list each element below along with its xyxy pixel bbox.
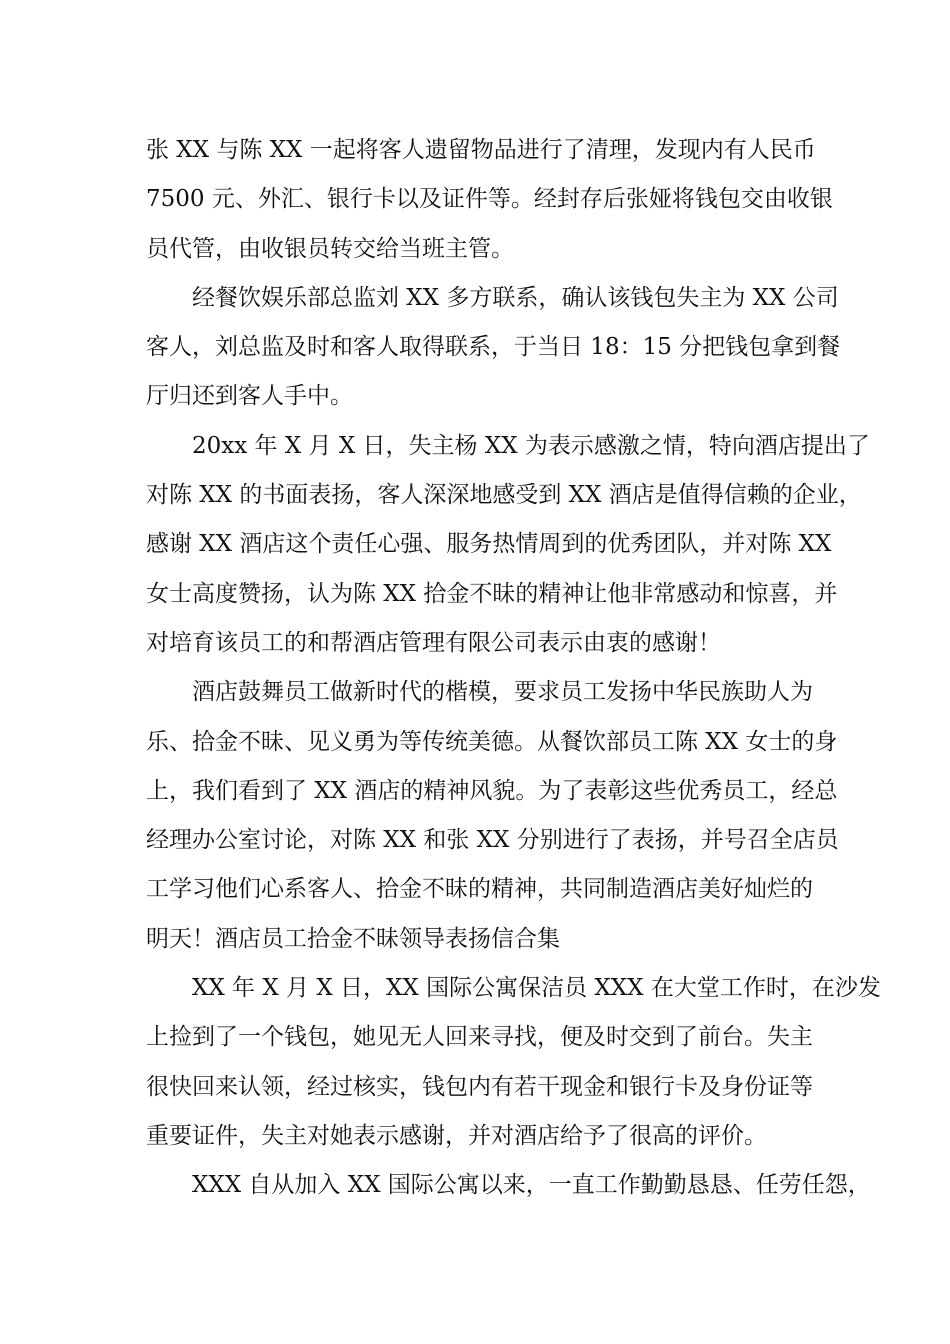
text-line: 上捡到了一个钱包，她见无人回来寻找，便及时交到了前台。失主 [146,1024,813,1051]
paragraph-first-line: 酒店鼓舞员工做新时代的楷模，要求员工发扬中华民族助人为 [192,679,813,706]
text-line: 经理办公室讨论，对陈 XX 和张 XX 分别进行了表扬，并号召全店员 [146,827,839,854]
text-line: 对培育该员工的和帮酒店管理有限公司表示由衷的感谢！ [146,629,721,656]
text-line: 张 XX 与陈 XX 一起将客人遗留物品进行了清理，发现内有人民币 [146,137,816,163]
text-line: 工学习他们心系客人、拾金不昧的精神，共同制造酒店美好灿烂的 [146,876,813,903]
text-line: 明天！酒店员工拾金不昧领导表扬信合集 [146,925,560,952]
paragraph-first-line: XX 年 X 月 X 日，XX 国际公寓保洁员 XXX 在大堂工作时，在沙发 [192,975,881,1002]
text-line: 乐、拾金不昧、见义勇为等传统美德。从餐饮部员工陈 XX 女士的身 [146,728,838,755]
text-line: 重要证件，失主对她表示感谢，并对酒店给予了很高的评价。 [146,1122,767,1149]
paragraph-first-line: 20xx 年 X 月 X 日，失主杨 XX 为表示感激之情，特向酒店提出了 [192,432,870,459]
paragraph-first-line: 经餐饮娱乐部总监刘 XX 多方联系，确认该钱包失主为 XX 公司 [192,284,839,311]
text-line: 客人，刘总监及时和客人取得联系，于当日 18：15 分把钱包拿到餐 [146,334,841,361]
text-line: 感谢 XX 酒店这个责任心强、服务热情周到的优秀团队，并对陈 XX [146,531,832,558]
text-line: 很快回来认领，经过核实，钱包内有若干现金和银行卡及身份证等 [146,1073,813,1100]
text-line: 对陈 XX 的书面表扬，客人深深地感受到 XX 酒店是值得信赖的企业， [146,482,862,509]
document-body [146,126,881,1211]
paragraph-first-line: XXX 自从加入 XX 国际公寓以来，一直工作勤勤恳恳、任劳任怨， [192,1172,871,1199]
text-line: 上，我们看到了 XX 酒店的精神风貌。为了表彰这些优秀员工，经总 [146,777,838,804]
text-line: 7500 元、外汇、银行卡以及证件等。经封存后张娅将钱包交由收银 [146,186,833,213]
text-line: 员代管，由收银员转交给当班主管。 [146,235,514,262]
text-line: 厅归还到客人手中。 [146,383,353,410]
text-line: 女士高度赞扬，认为陈 XX 拾金不昧的精神让他非常感动和惊喜，并 [146,580,838,607]
